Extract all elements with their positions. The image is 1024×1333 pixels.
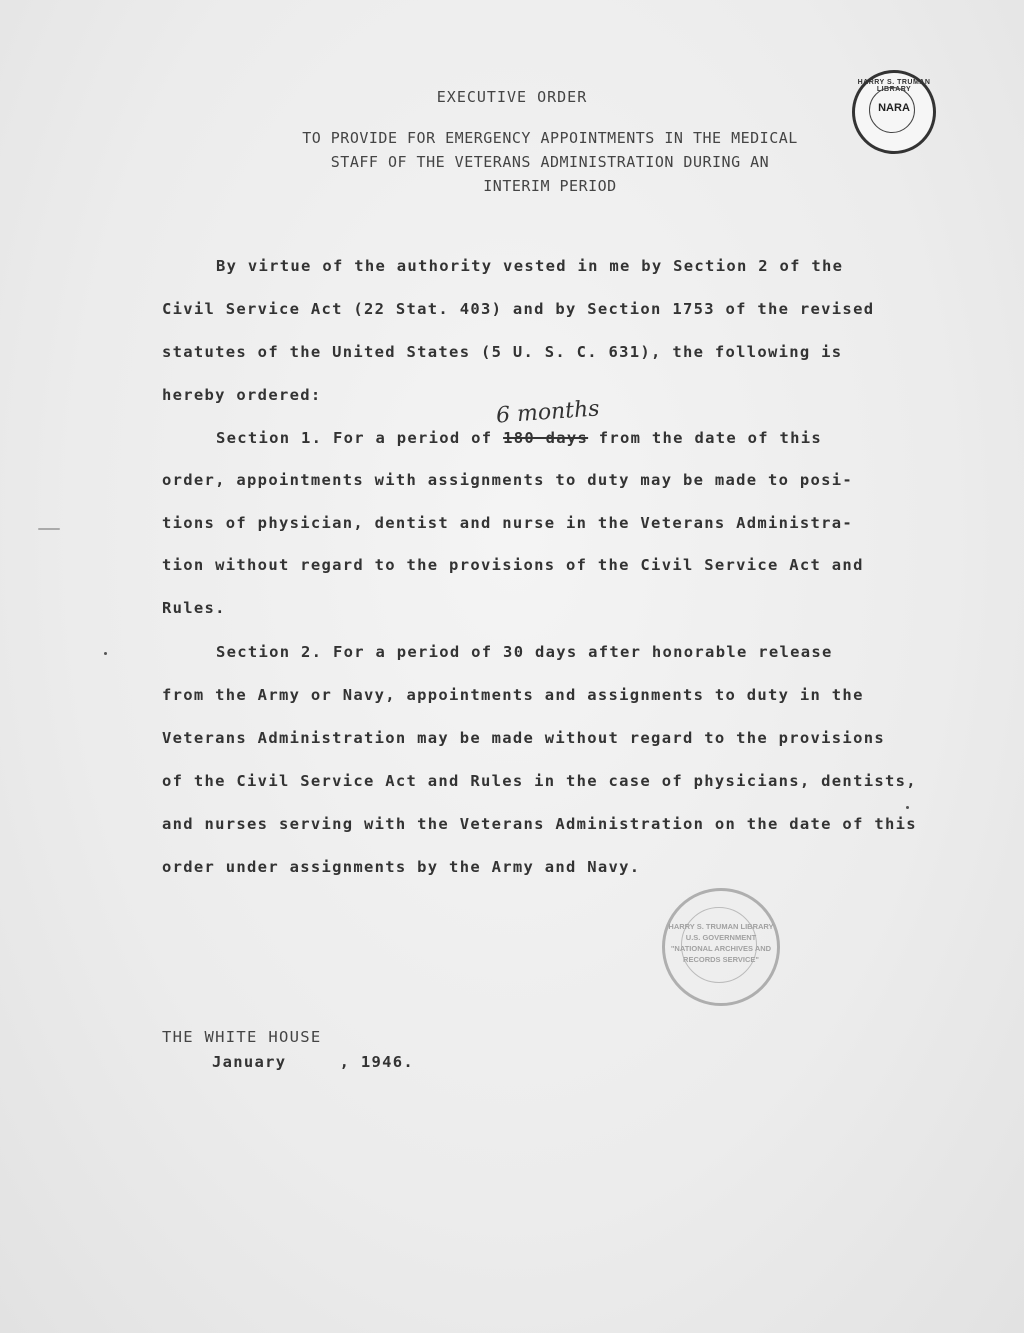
subtitle-line: TO PROVIDE FOR EMERGENCY APPOINTMENTS IN THE MEDICAL xyxy=(302,129,798,147)
subtitle-line: STAFF OF THE VETERANS ADMINISTRATION DURING AN xyxy=(330,153,770,171)
section1-line: tion without regard to the provisions of the Civil Service Act and xyxy=(162,556,864,574)
preamble-line: statutes of the United States (5 U. S. C. 631), the following is xyxy=(162,343,843,361)
stamp-nara-text: NARA xyxy=(878,102,910,114)
closing-date: January , 1946. xyxy=(212,1053,415,1071)
stamp-ring-text: HARRY S. TRUMAN LIBRARY xyxy=(857,79,931,93)
paper-speck xyxy=(906,806,909,809)
section1-prefix: Section 1. For a period of xyxy=(216,429,504,447)
section2-line: Veterans Administration may be made without regard to the provisions xyxy=(162,729,885,747)
archives-stamp-center: "NATIONAL ARCHIVES AND RECORDS SERVICE" xyxy=(670,944,772,964)
section2-line: and nurses serving with the Veterans Administration on the date of this xyxy=(162,815,917,833)
section1-line: Rules. xyxy=(162,599,226,617)
paper-mark xyxy=(38,528,60,530)
archives-stamp-ring: HARRY S. TRUMAN LIBRARY U.S. GOVERNMENT xyxy=(668,922,774,942)
document-title: EXECUTIVE ORDER xyxy=(436,88,588,106)
closing-place: THE WHITE HOUSE xyxy=(162,1028,322,1046)
paper-speck xyxy=(104,652,107,655)
archives-stamp-text xyxy=(665,921,777,965)
section2-line: from the Army or Navy, appointments and assignments to duty in the xyxy=(162,686,864,704)
archives-stamp xyxy=(662,888,780,1006)
section2-line: order under assignments by the Army and Navy. xyxy=(162,858,641,876)
section2-line: Section 2. For a period of 30 days after honorable release xyxy=(216,643,833,661)
section1-suffix: from the date of this xyxy=(588,429,823,447)
section1-line: tions of physician, dentist and nurse in the Veterans Administra- xyxy=(162,514,854,532)
section1-line1 xyxy=(216,429,822,447)
preamble-line: By virtue of the authority vested in me by Section 2 of the xyxy=(216,257,844,275)
section1-line: order, appointments with assignments to duty may be made to posi- xyxy=(162,471,854,489)
preamble-line: hereby ordered: xyxy=(162,386,322,404)
document-subtitle xyxy=(250,126,850,198)
subtitle-line: INTERIM PERIOD xyxy=(483,177,617,195)
handwritten-insertion: 6 months xyxy=(495,396,601,429)
struck-text: 180 days xyxy=(503,429,589,447)
preamble-line: Civil Service Act (22 Stat. 403) and by Section 1753 of the revised xyxy=(162,300,875,318)
section2-line: of the Civil Service Act and Rules in the case of physicians, dentists, xyxy=(162,772,917,790)
truman-library-stamp xyxy=(852,70,936,154)
